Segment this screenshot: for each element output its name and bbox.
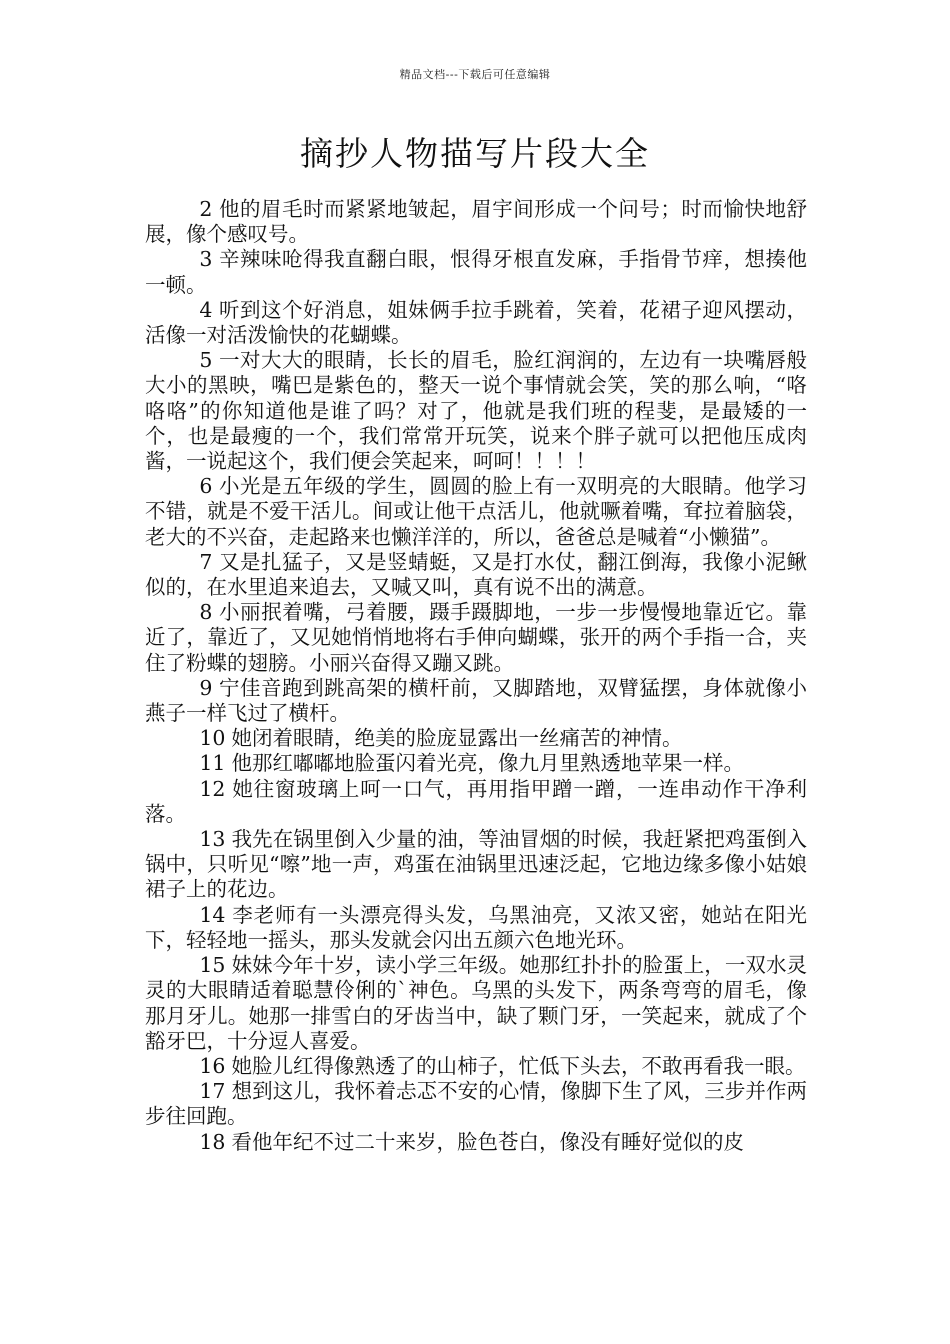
paragraph-number: 14 [199, 902, 226, 927]
paragraph [145, 247, 807, 297]
paragraph [145, 953, 807, 1054]
paragraph [145, 827, 807, 903]
paragraph-text: 她闭着眼睛，绝美的脸庞显露出一丝痛苦的神情。 [231, 726, 683, 751]
paragraph-number: 13 [199, 827, 226, 852]
paragraph-number: 5 [199, 348, 213, 373]
paragraph [145, 777, 807, 827]
paragraph [145, 726, 807, 751]
paragraph-number: 17 [199, 1079, 226, 1104]
paragraph-number: 6 [199, 474, 213, 499]
paragraph-text: 他的眉毛时而紧紧地皱起，眉宇间形成一个问号；时而愉快地舒展，像个感叹号。 [145, 197, 807, 247]
paragraph [145, 1130, 807, 1155]
paragraph [145, 676, 807, 726]
paragraph-text: 宁佳音跑到跳高架的横杆前，又脚踏地，双臂猛摆，身体就像小燕子一样飞过了横杆。 [145, 675, 807, 726]
paragraph-text: 看他年纪不过二十来岁，脸色苍白，像没有睡好觉似的皮 [231, 1129, 745, 1154]
paragraph-number: 3 [199, 247, 213, 272]
document-body [145, 197, 807, 1155]
paragraph-number: 7 [199, 549, 213, 574]
paragraph-text: 小丽抿着嘴，弓着腰，蹑手蹑脚地，一步一步慢慢地靠近它。靠近了，靠近了，又见她悄悄地将右手伸向蝴蝶，张开的两个手指一合，夹住了粉蝶的翅膀。小丽兴奋得又蹦又跳。 [145, 600, 807, 675]
paragraph-number: 8 [199, 600, 213, 625]
paragraph [145, 298, 807, 348]
paragraph-number: 4 [199, 297, 213, 322]
paragraph-text: 李老师有一头漂亮得头发，乌黑油亮，又浓又密，她站在阳光下，轻轻地一摇头，那头发就会闪出五颜六色地光环。 [145, 902, 807, 952]
paragraph-text: 辛辣味呛得我直翻白眼，恨得牙根直发麻，手指骨节痒，想揍他一顿。 [145, 247, 807, 297]
paragraph-text: 想到这儿，我怀着忐忑不安的心情，像脚下生了风，三步并作两步往回跑。 [145, 1079, 807, 1129]
paragraph-number: 15 [199, 953, 226, 978]
paragraph-text: 小光是五年级的学生，圆圆的脸上有一双明亮的大眼睛。他学习不错，就是不爱干活儿。间或让他干点活儿，他就噘着嘴，耷拉着脑袋，老大的不兴奋，走起路来也懒洋洋的，所以，爸爸总是喊着“小懒猫”。 [145, 474, 807, 549]
paragraph-number: 16 [199, 1053, 226, 1078]
paragraph-number: 12 [199, 776, 226, 801]
paragraph-number: 2 [199, 197, 213, 221]
paragraph-text: 她脸儿红得像熟透了的山柿子，忙低下头去，不敢再看我一眼。 [231, 1053, 806, 1078]
paragraph [145, 474, 807, 550]
paragraph-text: 听到这个好消息，姐妹俩手拉手跳着，笑着，花裙子迎风摆动，活像一对活泼愉快的花蝴蝶。 [145, 297, 807, 348]
paragraph-number: 18 [199, 1129, 226, 1154]
paragraph [145, 550, 807, 600]
paragraph-text: 又是扎猛子，又是竖蜻蜓，又是打水仗，翻江倒海，我像小泥鳅似的，在水里追来追去，又喊又叫，真有说不出的满意。 [145, 549, 807, 600]
paragraph-number: 11 [199, 751, 226, 776]
paragraph-text: 妹妹今年十岁，读小学三年级。她那红扑扑的脸蛋上，一双水灵灵的大眼睛适着聪慧伶俐的`神色。乌黑的头发下，两条弯弯的眉毛，像那月牙儿。她那一排雪白的牙齿当中，缺了颗门牙，一笑起来，就成了个豁牙巴，十分逗人喜爱。 [145, 953, 807, 1053]
paragraph [145, 197, 807, 247]
paragraph [145, 751, 807, 776]
paragraph-text: 我先在锅里倒入少量的油，等油冒烟的时候，我赶紧把鸡蛋倒入锅中，只听见“嚓”地一声，鸡蛋在油锅里迅速泛起，它地边缘多像小姑娘裙子上的花边。 [145, 827, 807, 902]
document-title: 摘抄人物描写片段大全 [300, 134, 650, 173]
paragraph [145, 348, 807, 474]
paragraph-text: 他那红嘟嘟地脸蛋闪着光亮，像九月里熟透地苹果一样。 [231, 751, 745, 776]
paragraph-text: 一对大大的眼睛，长长的眉毛，脸红润润的，左边有一块嘴唇般大小的黑映，嘴巴是紫色的，整天一说个事情就会笑，笑的那么响，“咯咯咯”的你知道他是谁了吗？对了，他就是我们班的程斐，是最矮的一个，也是最瘦的一个，我们常常开玩笑，说来个胖子就可以把他压成肉酱，一说起这个，我们便会笑起来，呵呵！！！！ [145, 348, 807, 474]
paragraph [145, 600, 807, 676]
page-header: 精品文档---下载后可任意编辑 [399, 68, 551, 81]
paragraph [145, 1054, 807, 1079]
paragraph-text: 她往窗玻璃上呵一口气，再用指甲蹭一蹭，一连串动作干净利落。 [145, 776, 807, 826]
paragraph [145, 1079, 807, 1129]
paragraph-number: 10 [199, 726, 226, 751]
paragraph-number: 9 [199, 675, 213, 700]
paragraph [145, 903, 807, 953]
